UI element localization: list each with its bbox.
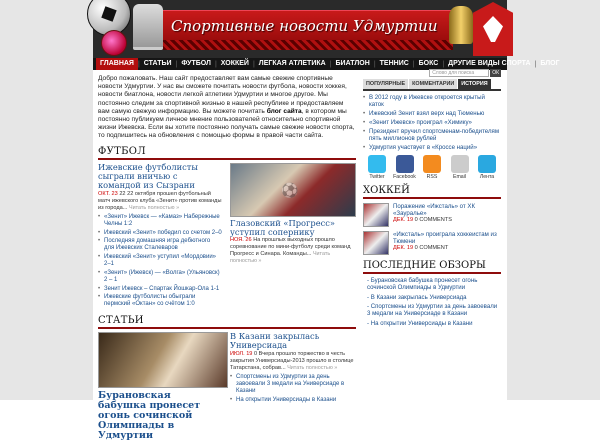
search-input[interactable]: Слово для поиска: [429, 69, 489, 77]
read-more-link[interactable]: Читать полностью »: [128, 204, 180, 211]
nav-separator: |: [412, 60, 415, 68]
twitter-icon: [368, 155, 386, 173]
nav-separator: |: [252, 60, 255, 68]
articles-second: [226, 332, 354, 441]
social-rss[interactable]: [420, 155, 444, 180]
nav-item[interactable]: ТЕННИС: [379, 60, 409, 67]
post-date: НОЯ. 26: [230, 237, 252, 244]
intro-part-2: , в котором мы постоянно публикуем личное мнение пользователей относительно спортивной жизни Ижевска. Если вы хотите постоянно получать самые свежие новости спорта, то подпишитесь на обновления с помощью формы в правой части сайта.: [98, 107, 355, 140]
tab-2[interactable]: ИСТОРИЯ: [458, 79, 490, 89]
nav-item[interactable]: ГЛАВНАЯ: [96, 58, 138, 70]
search-form: [363, 68, 501, 78]
post-excerpt: Вчера прошло торжество в честь закрытия Универсиады-2013 прошло в столице Татарстана, собрав...: [230, 350, 354, 371]
football-links: [98, 214, 222, 309]
sidebar-news-item[interactable]: • Президент вручил спортсменам-победителям пять миллионов рублей: [363, 128, 501, 143]
social-label: Twitter: [369, 174, 385, 181]
comment-count[interactable]: 22: [119, 190, 126, 197]
social-label: RSS: [426, 174, 438, 181]
post-date: ДЕК. 19: [393, 245, 414, 252]
review-item[interactable]: - Спортсмены из Удмуртии за день завоевали 3 медали на Универсиаде в Казани: [367, 302, 498, 318]
football-main-meta: [98, 191, 222, 212]
articles-heading[interactable]: СТАТЬИ: [98, 315, 356, 329]
лента-icon: [478, 155, 496, 173]
email-icon: [451, 155, 469, 173]
tab-0[interactable]: ПОПУЛЯРНЫЕ: [363, 79, 408, 89]
nav-separator: |: [214, 60, 217, 68]
intro-part-1: Добро пожаловать. Наш сайт предоставляет вам самые свежие спортивные новости Удмуртии. У нас вы сможете почитать новости футбола, новости хоккея, новости биатлона, новости легкой атлетики Удмуртии и многое другое. Мы постоянно следим за спортивной жизнью в нашей республике и предоставляем вам самую свежую информацию. Вы можете почитать: [98, 75, 347, 115]
nav-item[interactable]: ЛЕГКАЯ АТЛЕТИКА: [258, 60, 326, 67]
articles-link[interactable]: • На открытии Универсиады в Казани: [230, 397, 354, 404]
football-link[interactable]: • Последняя домашняя игра дебютного для Ижевских Сталеваров: [98, 238, 222, 253]
football-link[interactable]: • «Зенит» (Ижевск) — «Волга» (Ульяновск) 2 – 1: [98, 270, 222, 285]
hockey-meta: [393, 245, 501, 252]
tab-1[interactable]: КОММЕНТАРИИ: [409, 79, 457, 89]
hockey-list: [363, 203, 501, 255]
site-header: [93, 0, 507, 58]
hockey-meta: [393, 217, 501, 224]
nav-item[interactable]: БИАТЛОН: [335, 60, 370, 67]
nav-separator: |: [442, 60, 445, 68]
social-label: Лента: [479, 174, 495, 181]
trophy-icon: [449, 6, 473, 44]
hockey-text: [389, 203, 501, 227]
comment-count[interactable]: 0: [253, 350, 258, 357]
football-link[interactable]: • Ижевский «Зенит» уступил «Мордовии» 2–1: [98, 254, 222, 269]
nav-separator: |: [373, 60, 376, 68]
intro-text: [98, 75, 356, 141]
nav-item[interactable]: ФУТБОЛ: [181, 60, 211, 67]
left-column: [98, 75, 356, 441]
blog-link[interactable]: блог сайта: [266, 107, 302, 115]
hockey-item: [363, 203, 501, 227]
nav-separator: |: [137, 60, 140, 68]
articles-second-title[interactable]: В Казани закрылась Универсиада: [230, 330, 320, 351]
post-date: ДЕК. 19: [393, 217, 414, 224]
search-button[interactable]: ОК: [492, 70, 499, 76]
hockey-photo[interactable]: [363, 203, 389, 227]
hockey-heading[interactable]: ХОККЕЙ: [363, 185, 501, 199]
post-excerpt: На прошлых выходных прошло соревнование по мини-футболу среди команд Прогресс и Синара. Команды...: [230, 237, 351, 258]
football-main: [98, 163, 226, 310]
football-link[interactable]: • Ижевские футболисты обыграли пермский «Октан» со счётом 1:0: [98, 294, 222, 309]
read-more-link[interactable]: Читать полностью »: [230, 251, 331, 265]
nav-separator: |: [534, 60, 537, 68]
football-section: [98, 163, 356, 310]
post-date: ОКТ. 23: [98, 190, 118, 197]
nav-item[interactable]: ДРУГИЕ ВИДЫ СПОРТА: [448, 60, 531, 67]
articles-main: [98, 332, 226, 441]
rss-icon: [423, 155, 441, 173]
sidebar: [363, 68, 501, 329]
articles-section: [98, 332, 356, 441]
social-links: [363, 155, 501, 180]
nav-separator: |: [175, 60, 178, 68]
photo-icon: ⚽: [281, 181, 299, 198]
sidebar-news-list: [363, 94, 501, 151]
post-excerpt: 22 октября прошел футбольный матч ижевского клуба «Зенит» против команды из города...: [98, 190, 222, 211]
review-item[interactable]: - В Казани закрылась Универсиада: [367, 293, 467, 301]
header-pattern: [163, 40, 453, 50]
udmurtia-emblem-icon: [473, 2, 513, 56]
football-second: [226, 163, 354, 310]
football-link[interactable]: • Ижевский «Зенит» победил со счетом 2–0: [98, 230, 222, 237]
sidebar-news-item[interactable]: • «Зенит Ижевск» проиграл «Химику»: [363, 119, 501, 126]
football-second-title[interactable]: Глазовский «Прогресс» уступил сопернику: [230, 217, 335, 238]
social-label: Facebook: [393, 174, 416, 181]
articles-link[interactable]: • Спортсмены из Удмуртии за день завоевали 3 медали на Универсиаде в Казани: [230, 374, 354, 396]
facebook-icon: [396, 155, 414, 173]
hockey-title[interactable]: Поражение «Ижсталь» от ХК «Зауралье»: [393, 203, 476, 218]
articles-photo[interactable]: [98, 332, 228, 388]
reviews-heading: ПОСЛЕДНИЕ ОБЗОРЫ: [363, 260, 501, 274]
skate-icon: [133, 4, 163, 50]
nav-item[interactable]: ХОККЕЙ: [220, 60, 249, 67]
sidebar-news-item[interactable]: • Ижевский Зенит взял верх над Тюменью: [363, 110, 501, 117]
football-heading[interactable]: ФУТБОЛ: [98, 146, 356, 160]
social-facebook[interactable]: [393, 155, 417, 180]
social-label: Email: [453, 174, 466, 181]
articles-main-title[interactable]: Бурановская бабушка пронесет огонь сочинской Олимпиады в Удмуртии: [98, 389, 201, 441]
hockey-item: [363, 231, 501, 255]
football-second-meta: [230, 237, 354, 265]
reviews-list: [363, 277, 501, 327]
nav-item[interactable]: СТАТЬИ: [143, 60, 172, 67]
nav-item[interactable]: БОКС: [418, 60, 439, 67]
hockey-photo[interactable]: [363, 231, 389, 255]
nav-separator: |: [329, 60, 332, 68]
sidebar-news-item[interactable]: • Удмуртия участвует в «Кроссе наций»: [363, 144, 501, 151]
articles-links: [230, 374, 354, 405]
social-twitter[interactable]: [365, 155, 389, 180]
ball-icon: [101, 30, 127, 56]
social-email[interactable]: [448, 155, 472, 180]
review-item[interactable]: - Бурановская бабушка пронесет огонь сочинской Олимпиады в Удмуртии: [367, 277, 478, 292]
comment-count[interactable]: 0 COMMENT: [414, 245, 449, 252]
comment-count[interactable]: 0 COMMENTS: [414, 217, 452, 224]
sidebar-tabs: [363, 79, 501, 91]
football-main-title[interactable]: Ижевские футболисты сыграли вничью с командой из Сызрани: [98, 161, 198, 191]
site-title[interactable]: Спортивные новости Удмуртии: [171, 17, 438, 35]
nav-item[interactable]: БЛОГ: [540, 60, 560, 67]
hockey-title[interactable]: «Ижсталь» проиграла хоккеистам из Тюмени: [393, 231, 497, 246]
social-лента[interactable]: [475, 155, 499, 180]
football-photo[interactable]: [230, 163, 356, 217]
football-link[interactable]: • Зенит Ижевск – Спартак Йошкар-Ола 1-1: [98, 286, 222, 293]
football-link[interactable]: • «Зенит» Ижевск — «Камаз» Набережные Челны 1:2: [98, 214, 222, 229]
articles-second-meta: [230, 351, 354, 372]
page: [93, 0, 560, 441]
review-item[interactable]: - На открытии Универсиады в Казани: [367, 319, 473, 327]
post-date: ИЮЛ. 19: [230, 350, 253, 357]
sidebar-news-item[interactable]: • В 2012 году в Ижевске откроется крытый каток: [363, 94, 501, 109]
read-more-link[interactable]: Читать полностью »: [287, 364, 338, 371]
hockey-text: [389, 231, 501, 255]
left-gutter: [0, 0, 93, 400]
